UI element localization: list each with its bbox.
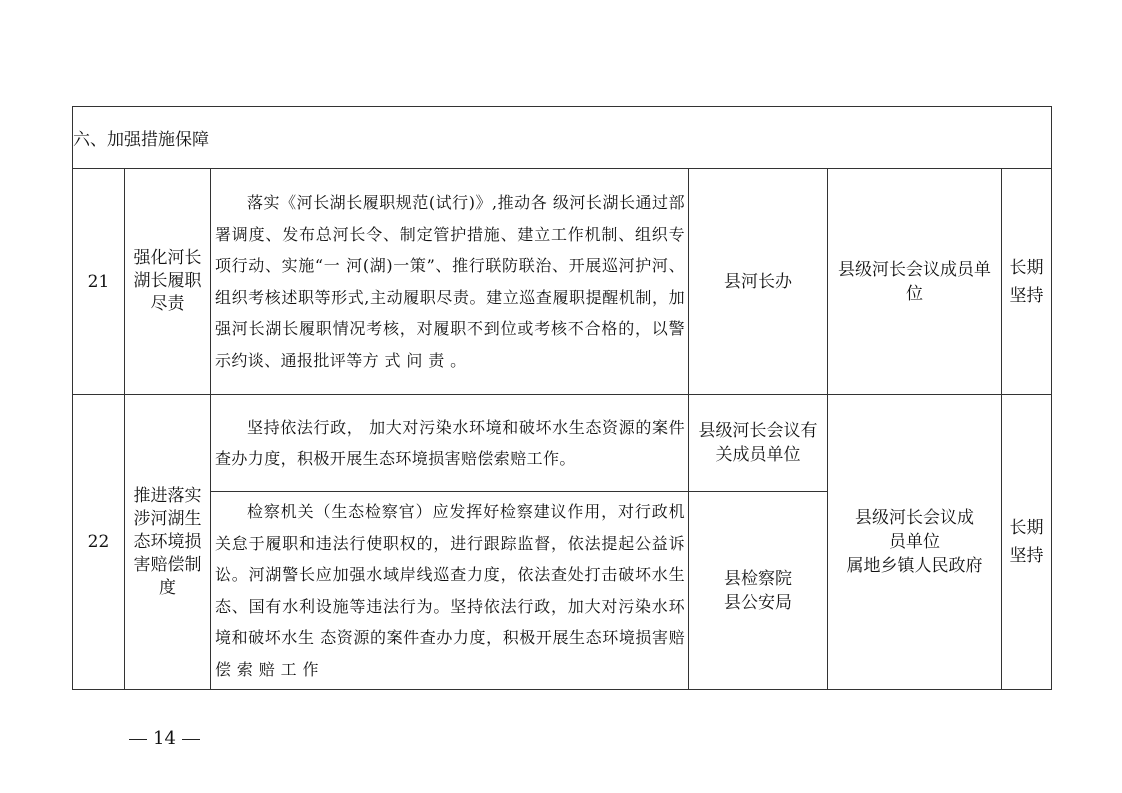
table-row xyxy=(73,169,1052,395)
row-number: 21 xyxy=(73,169,125,395)
responsible-units xyxy=(828,395,1002,690)
task-content-b: 检察机关（生态检察官）应发挥好检察建议作用，对行政机关怠于履职和违法行使职权的，进行跟踪监督，依法提起公益诉讼。河湖警长应加强水域岸线巡查力度，依法查处打击破坏水生态、国有水利设施等违法行为。坚持依法行政，加大对污染水环境和破坏水生 态资源的案件查办力度，积极开展生态环境损害赔偿 索 赔 工 作 xyxy=(211,492,689,690)
responsible-unit-2: 属地乡镇人民政府 xyxy=(846,556,983,576)
lead-unit-b1: 县检察院 xyxy=(724,568,792,589)
page-footer xyxy=(123,728,206,749)
time-limit: 长期坚持 xyxy=(1002,395,1052,690)
lead-units-b xyxy=(689,492,828,690)
task-item: 强化河长湖长履职尽责 xyxy=(125,169,211,395)
section-title: 六、加强措施保障 xyxy=(73,107,1052,169)
lead-unit: 县河长办 xyxy=(689,169,828,395)
time-limit: 长期坚持 xyxy=(1002,169,1052,395)
lead-unit-b2: 县公安局 xyxy=(724,592,792,613)
lead-unit-a: 县级河长会议有关成员单位 xyxy=(689,395,828,492)
dash-left xyxy=(129,739,147,740)
task-content: 落实《河长湖长履职规范(试行)》,推动各 级河长湖长通过部署调度、发布总河长令、制定管护措施、建立工作机制、组织专项行动、实施“一 河(湖)一策”、推行联防联治、开展巡河护河、 组织考核述职等形式,主动履职尽责。建立巡查履职提醒机制，加强河长湖长履职情况考核，对履职不到位或考核不合格的，以警示约谈、通报批评等方 式 问 责 。 xyxy=(211,169,689,395)
section-header-row xyxy=(73,107,1052,169)
page-number: 14 xyxy=(153,728,176,749)
responsible-unit: 县级河长会议成员单位 xyxy=(828,169,1002,395)
table-row xyxy=(73,395,1052,492)
measures-table xyxy=(72,106,1052,690)
row-number: 22 xyxy=(73,395,125,690)
responsible-unit-1: 县级河长会议成员单位 xyxy=(855,508,974,552)
dash-right xyxy=(182,739,200,740)
task-item: 推进落实涉河湖生态环境损害赔偿制度 xyxy=(125,395,211,690)
task-content-a: 坚持依法行政， 加大对污染水环境和破坏水生态资源的案件查办力度，积极开展生态环境损害赔偿索赔工作。 xyxy=(211,395,689,492)
